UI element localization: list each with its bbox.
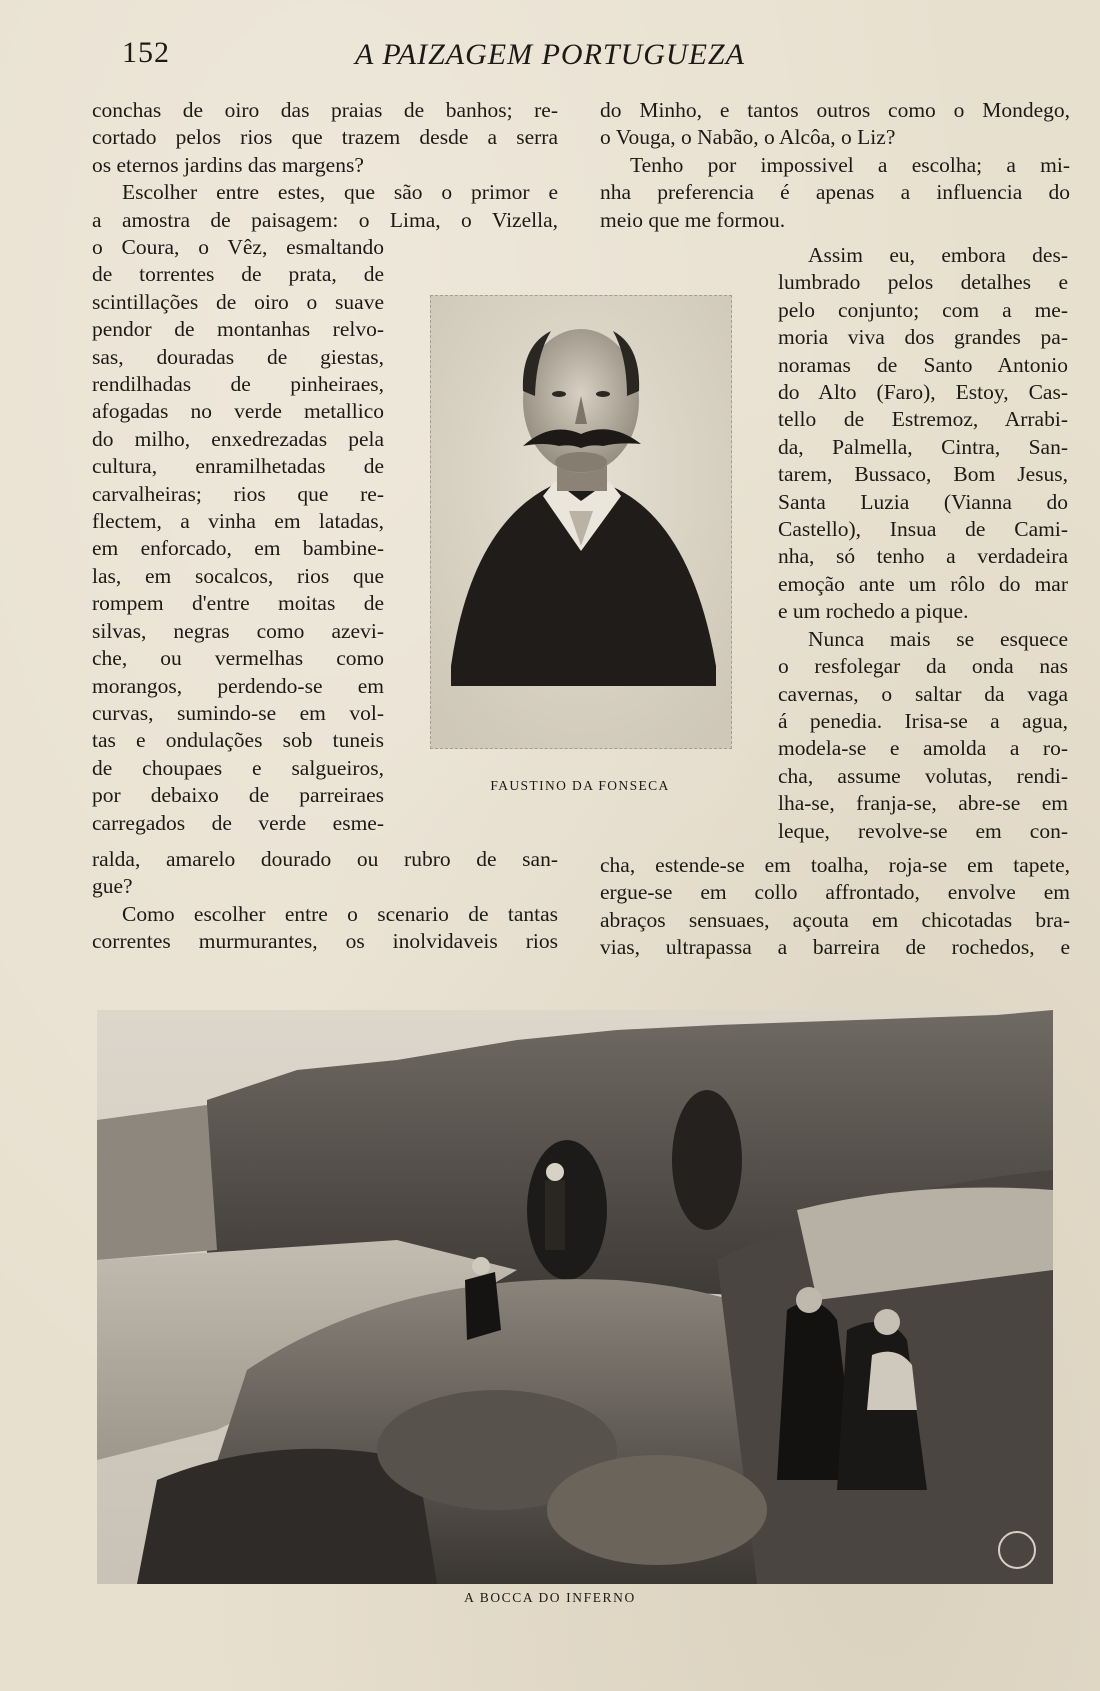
text-line: tello de Estremoz, Arrabi- [778, 407, 1068, 432]
text-line: pendor de montanhas relvo- [92, 317, 384, 342]
text-line: Tenho por impossivel a escolha; a mi- [630, 152, 1070, 177]
text-line: Nunca mais se esquece [808, 626, 1068, 651]
text-line: os eternos jardins das margens? [92, 152, 364, 177]
text-line: vias, ultrapassa a barreira de rochedos, e [600, 935, 1070, 960]
text-line: do Minho, e tantos outros como o Mondego, [600, 98, 1070, 122]
text-line: o Coura, o Vêz, esmaltando [92, 235, 384, 259]
text-line: conchas de oiro das praias de banhos; re- [92, 98, 558, 122]
text-line: gue? [92, 874, 133, 899]
right-column-top [600, 97, 1070, 234]
text-line: curvas, sumindo-se em vol- [92, 700, 384, 725]
text-line: emoção ante um rôlo do mar [778, 571, 1068, 596]
text-line: carregados de verde esme- [92, 810, 384, 835]
right-column-narrow [778, 242, 1068, 845]
text-line: o resfolegar da onda nas [778, 654, 1068, 679]
photo-caption: A BOCCA DO INFERNO [464, 1590, 636, 1605]
text-line: de torrentes de prata, de [92, 262, 384, 287]
text-line: cavernas, o saltar da vaga [778, 681, 1068, 706]
text-line: ralda, amarelo dourado ou rubro de san- [92, 847, 558, 871]
text-line: Santa Luzia (Vianna do [778, 489, 1068, 514]
text-line: las, em socalcos, rios que [92, 563, 384, 588]
text-line: do milho, enxedrezadas pela [92, 426, 384, 451]
page-number: 152 [122, 36, 170, 69]
text-line: lha-se, franja-se, abre-se em [778, 791, 1068, 816]
text-line: scintillações de oiro o suave [92, 289, 384, 314]
running-title: A PAIZAGEM PORTUGUEZA [355, 38, 745, 71]
text-line: tarem, Bussaco, Bom Jesus, [778, 462, 1068, 487]
text-line: o Vouga, o Nabão, o Alcôa, o Liz? [600, 125, 896, 150]
text-line: morangos, perdendo-se em [92, 673, 384, 698]
text-line: do Alto (Faro), Estoy, Cas- [778, 380, 1068, 405]
text-line: abraços sensuaes, açouta em chicotadas bra- [600, 907, 1070, 932]
text-line: pelo conjunto; com a me- [778, 297, 1068, 322]
text-line: Como escolher entre o scenario de tantas [122, 901, 558, 926]
portrait-caption: FAUSTINO DA FONSECA [490, 778, 670, 793]
text-line: silvas, negras como azevi- [92, 618, 384, 643]
text-line: lumbrado pelos detalhes e [778, 270, 1068, 295]
text-line: nha preferencia é apenas a influencia do [600, 180, 1070, 205]
left-column-bottom [92, 846, 558, 956]
text-line: noramas de Santo Antonio [778, 352, 1068, 377]
text-line: á penedia. Irisa-se a agua, [778, 708, 1068, 733]
text-line: ergue-se em collo affrontado, envolve em [600, 880, 1070, 905]
text-line: correntes murmurantes, os inolvidaveis rios [92, 929, 558, 954]
text-line: afogadas no verde metallico [92, 399, 384, 424]
text-line: de choupaes e salgueiros, [92, 755, 384, 780]
text-line: leque, revolve-se em con- [778, 818, 1068, 843]
text-line: tas e ondulações sob tuneis [92, 728, 384, 753]
text-line: modela-se e amolda a ro- [778, 736, 1068, 761]
text-line: da, Palmella, Cintra, San- [778, 434, 1068, 459]
text-line: a amostra de paisagem: o Lima, o Vizella, [92, 207, 558, 232]
text-line: meio que me formou. [600, 207, 786, 232]
text-line: cha, estende-se em toalha, roja-se em tapete, [600, 853, 1070, 877]
text-line: cortado pelos rios que trazem desde a serra [92, 125, 558, 150]
portrait-illustration [431, 296, 731, 748]
text-line: nha, só tenho a verdadeira [778, 544, 1068, 569]
text-line: cultura, enramilhetadas de [92, 454, 384, 479]
text-line: cha, assume volutas, rendi- [778, 763, 1068, 788]
text-line: moria viva dos grandes pa- [778, 325, 1068, 350]
text-line: e um rochedo a pique. [778, 599, 969, 624]
text-line: carvalheiras; rios que re- [92, 481, 384, 506]
text-line: Assim eu, embora des- [808, 243, 1068, 267]
left-column-top [92, 97, 558, 234]
landscape-photo [97, 1010, 1053, 1584]
text-line: rompem d'entre moitas de [92, 591, 384, 616]
text-line: Castello), Insua de Cami- [778, 517, 1068, 542]
text-line: che, ou vermelhas como [92, 646, 384, 671]
text-line: rendilhadas de pinheiraes, [92, 372, 384, 397]
coastal-cliffs-illustration [97, 1010, 1053, 1584]
portrait-photo [430, 295, 732, 749]
text-line: flectem, a vinha em latadas, [92, 509, 384, 534]
text-line: em enforcado, em bambine- [92, 536, 384, 561]
text-line: sas, douradas de giestas, [92, 344, 384, 369]
text-line: Escolher entre estes, que são o primor e [122, 180, 558, 205]
text-line: por debaixo de parreiraes [92, 783, 384, 808]
right-column-bottom [600, 852, 1070, 962]
left-column-narrow [92, 234, 384, 837]
